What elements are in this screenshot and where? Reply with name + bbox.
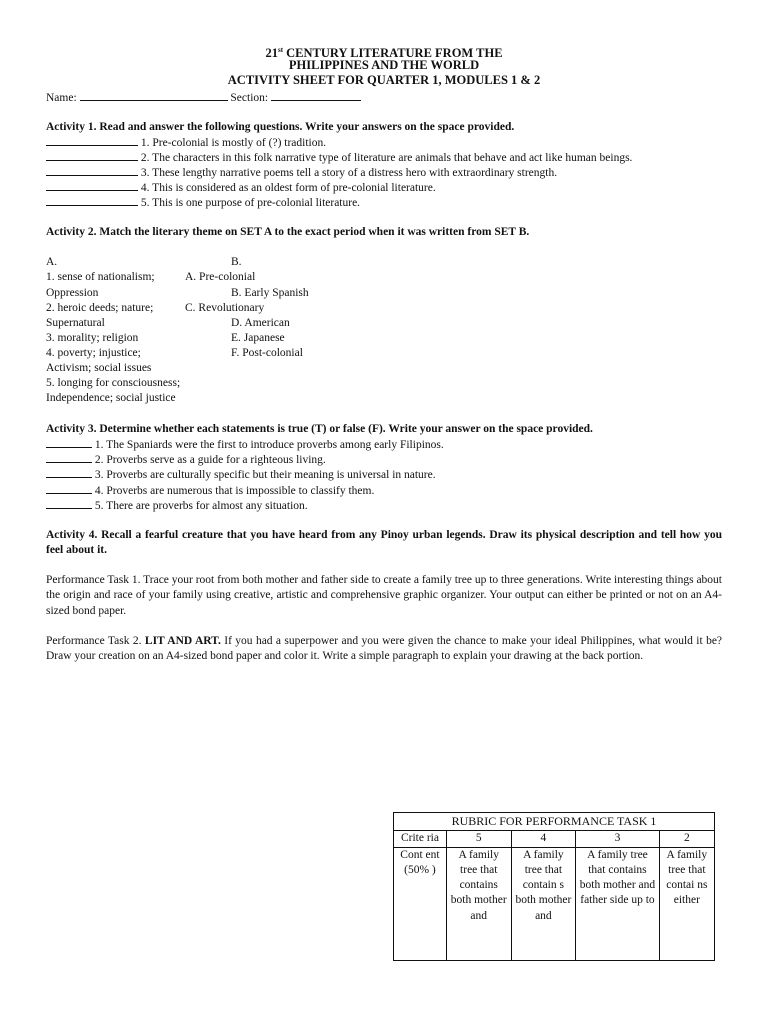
answer-blank[interactable] [46,150,138,161]
header-line-1-sup: st [277,46,284,54]
activity1-item-text: 2. The characters in this folk narrative type of literature are animals that behave and act like human beings. [140,152,633,164]
rubric-cell: A family tree that contains both mother and father side up to [576,847,659,960]
set-b-item: F. Post-colonial [231,347,303,359]
performance-task-2-prefix: Performance Task 2. [46,635,142,647]
set-a-item-cont: Independence; social justice [46,392,176,404]
answer-blank[interactable] [46,483,92,494]
rubric-cell: A family tree that contai ns either [659,847,714,960]
activity3-item-text: 5. There are proverbs for almost any situation. [94,500,308,512]
activity3-item-text: 4. Proverbs are numerous that is impossible to classify them. [94,485,375,497]
set-a-item: 4. poverty; injustice; [46,347,141,359]
activity1-item-text: 3. These lengthy narrative poems tell a story of a distress hero with extraordinary strength. [140,167,558,179]
activity3-item [46,498,308,513]
set-a-item-cont: Activism; social issues [46,362,152,374]
activity3-item-text: 1. The Spaniards were the first to introduce proverbs among early Filipinos. [94,439,444,451]
rubric-criteria-content: Cont ent (50% ) [394,847,447,960]
activity1-item [46,135,326,150]
activity2-instruction: Activity 2. Match the literary theme on SET A to the exact period when it was written from SET B. [46,226,530,238]
activity1-item-text: 5. This is one purpose of pre-colonial literature. [140,197,361,209]
student-info-row [46,90,361,105]
performance-task-2-title: LIT AND ART. [144,635,221,647]
header-line-3: ACTIVITY SHEET FOR QUARTER 1, MODULES 1 & 2 [227,73,541,87]
set-b-item: C. Revolutionary [185,302,265,314]
set-a-item: 3. morality; religion [46,332,139,344]
activity3-item [46,483,374,498]
header-line-1-rest: CENTURY LITERATURE FROM THE [283,46,503,61]
answer-blank[interactable] [46,498,92,509]
rubric-content-row [394,847,715,960]
rubric-header-score: 4 [511,831,576,847]
answer-blank[interactable] [46,467,92,478]
answer-blank[interactable] [46,165,138,176]
performance-task-1: Performance Task 1. Trace your root from both mother and father side to create a family tree up to three generations. Write interesting things about the origin and race of your family using creative, artistic and comprehensive graphic organizer. Your output can either be printed or not on an A4-sized bond paper. [46,574,722,617]
activity1-item-text: 1. Pre-colonial is mostly of (?) tradition. [140,137,327,149]
activity1-item [46,195,360,210]
rubric-cell: A family tree that contain s both mother and [511,847,576,960]
answer-blank[interactable] [46,195,138,206]
set-b-item: A. Pre-colonial [185,271,256,283]
answer-blank[interactable] [46,180,138,191]
set-b-item: D. American [231,317,290,329]
rubric-header-score: 3 [576,831,659,847]
set-a-item: 1. sense of nationalism; [46,271,155,283]
name-label: Name: [46,92,77,104]
answer-blank[interactable] [46,135,138,146]
set-a-item: 2. heroic deeds; nature; [46,302,154,314]
set-b-item: E. Japanese [231,332,285,344]
name-field[interactable] [80,90,228,101]
rubric-header-score: 2 [659,831,714,847]
rubric-table [393,812,715,961]
activity1-item-text: 4. This is considered as an oldest form of pre-colonial literature. [140,182,436,194]
activity3-item [46,437,444,452]
rubric-header-row [394,831,715,847]
activity1-instruction: Activity 1. Read and answer the following questions. Write your answers on the space provided. [46,121,515,133]
activity3-item [46,467,436,482]
section-label: Section: [230,92,269,104]
performance-task-2 [46,634,722,665]
activity3-item-text: 2. Proverbs serve as a guide for a righteous living. [94,454,326,466]
activity4-instruction: Activity 4. Recall a fearful creature that you have heard from any Pinoy urban legends. Draw its physical description and tell how you feel about it. [46,529,722,557]
set-a-item-cont: Oppression [46,287,99,299]
answer-blank[interactable] [46,437,92,448]
activity3-item [46,452,326,467]
section-field[interactable] [271,90,361,101]
set-a-item: 5. longing for consciousness; [46,377,181,389]
header-line-1-prefix: 21 [265,46,278,61]
rubric-title-row [394,813,715,831]
activity1-item [46,180,436,195]
set-a-label: A. [46,256,58,268]
header-line-2: PHILIPPINES AND THE WORLD [288,58,480,72]
rubric-cell: A family tree that contains both mother and [446,847,511,960]
activity1-item [46,165,557,180]
rubric-header-criteria: Crite ria [394,831,447,847]
performance-task-2-text: If you had a superpower and you were given the chance to make your ideal Philippines, what would it be? Draw your creation on an A4-sized bond paper and color it. Write a simple paragraph to explain your drawing at the back portion. [46,635,723,663]
answer-blank[interactable] [46,452,92,463]
activity1-item [46,150,632,165]
activity3-item-text: 3. Proverbs are culturally specific but their meaning is universal in nature. [94,469,436,481]
rubric-header-score: 5 [446,831,511,847]
set-b-item: B. Early Spanish [231,287,309,299]
set-a-item-cont: Supernatural [46,317,105,329]
activity3-instruction: Activity 3. Determine whether each statements is true (T) or false (F). Write your answer on the space provided. [46,423,593,435]
set-b-label: B. [231,256,242,268]
rubric-title: RUBRIC FOR PERFORMANCE TASK 1 [394,813,715,831]
